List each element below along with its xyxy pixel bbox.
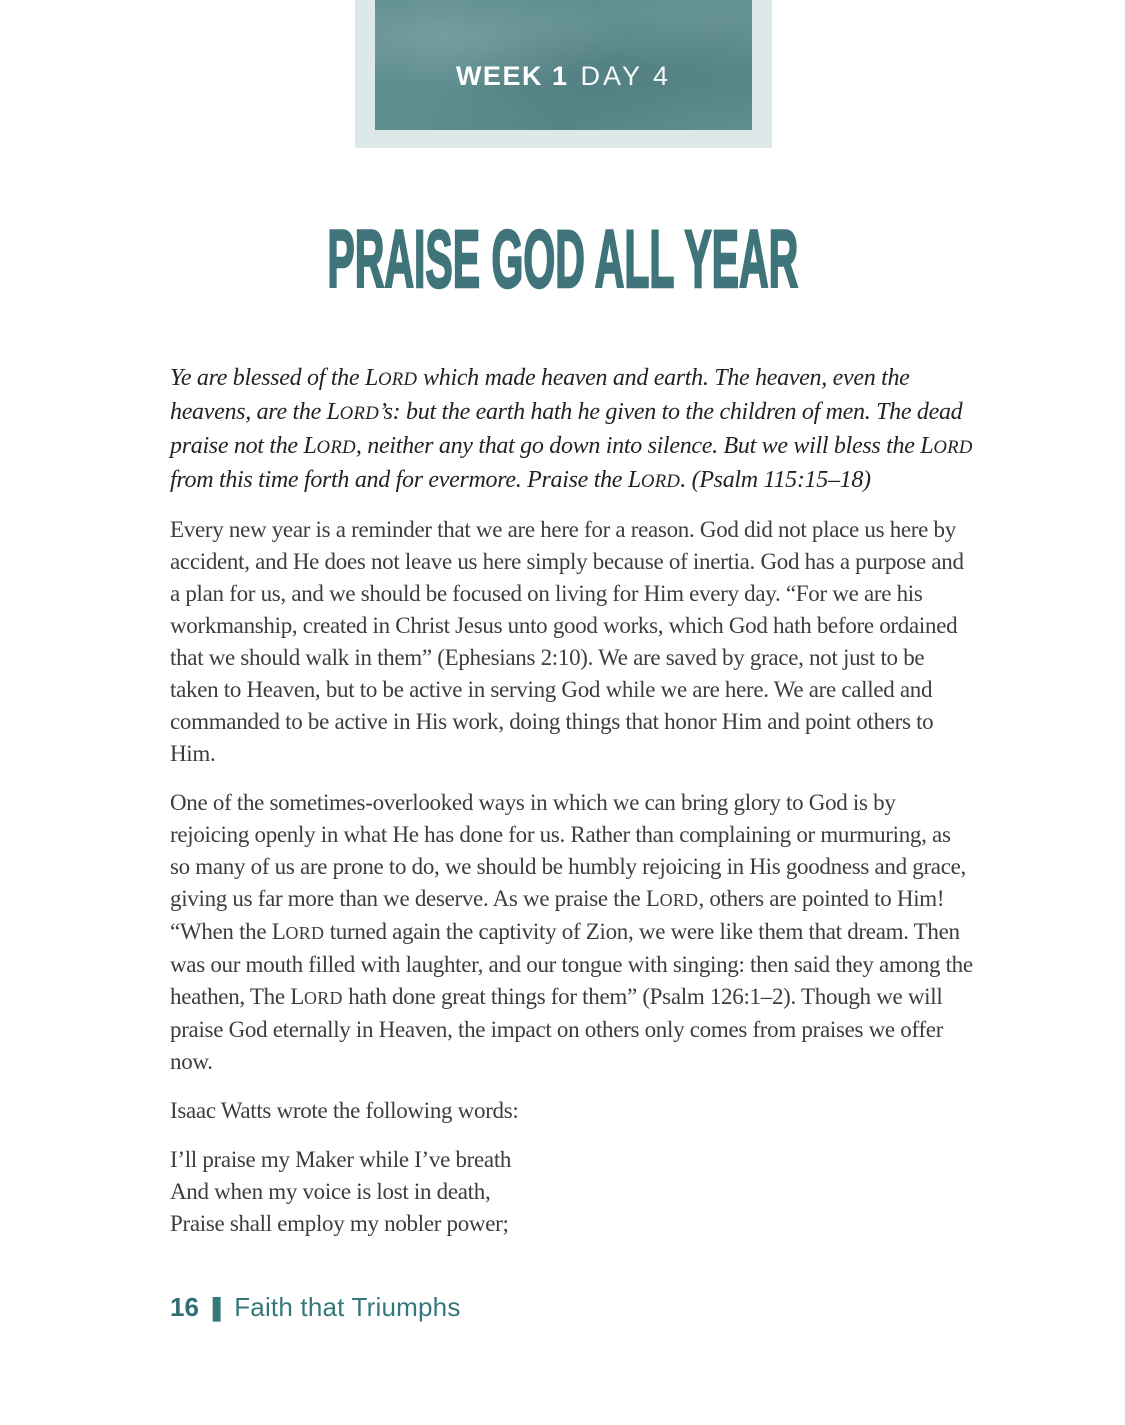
- body-paragraph-2: One of the sometimes-overlooked ways in which we can bring glory to God is by rejoicing openly in what He has done for us. Rather than complaining or murmuring, as so many of us are prone to do, we should be humbly rejoicing in His goodness and grace, giving us far more than we deserve. As we praise the LORD, others are pointed to Him! “When the LORD turned again the captivity of Zion, we were like them that dream. Then was our mouth filled with laughter, and our tongue with singing: then said they among the heathen, The LORD hath done great things for them” (Psalm 126:1–2). Though we will praise God eternally in Heaven, the impact on others only comes from praises we offer now.: [170, 790, 973, 1074]
- chapter-title: [0, 214, 1125, 305]
- week-day-label: [456, 61, 671, 92]
- main-text-column: [170, 362, 975, 1240]
- scripture-quote: Ye are blessed of the LORD which made heaven and earth. The heaven, even the heavens, are the LORD’s: but the earth hath he given to the children of men. The dead praise not the LORD, neither any that go down into silence. But we will bless the LORD from this time forth and for evermore. Praise the LORD. (Psalm 115:15–18): [170, 365, 973, 493]
- header-banner: [375, 0, 752, 130]
- poem-line: Praise shall employ my nobler power;: [170, 1211, 509, 1236]
- poem-line: And when my voice is lost in death,: [170, 1179, 491, 1204]
- day-label: DAY 4: [580, 60, 672, 91]
- header-banner-frame: [355, 0, 772, 148]
- poem-line: I’ll praise my Maker while I’ve breath: [170, 1147, 512, 1172]
- chapter-title-text: PRAISE GOD ALL YEAR: [327, 214, 798, 305]
- footer-separator: |: [207, 1292, 226, 1322]
- attribution-line: Isaac Watts wrote the following words:: [170, 1098, 519, 1123]
- page-footer: [170, 1292, 461, 1323]
- week-label: WEEK 1: [455, 60, 569, 91]
- hymn-poem: [170, 1144, 975, 1240]
- book-title: Faith that Triumphs: [234, 1292, 461, 1322]
- body-paragraph-1: Every new year is a reminder that we are here for a reason. God did not place us here by accident, and He does not leave us here simply because of inertia. God has a purpose and a plan for us, and we should be focused on living for Him every day. “For we are his workmanship, created in Christ Jesus unto good works, which God hath before ordained that we should walk in them” (Ephesians 2:10). We are saved by grace, not just to be taken to Heaven, but to be active in serving God while we are here. We are called and commanded to be active in His work, doing things that honor Him and point others to Him.: [170, 517, 964, 766]
- page-number: 16: [170, 1292, 199, 1322]
